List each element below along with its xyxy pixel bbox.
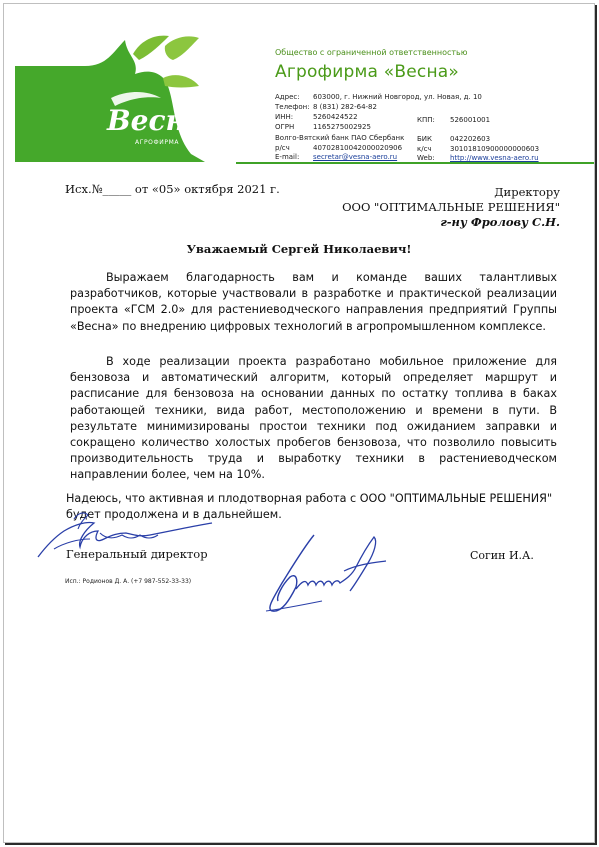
ks-label: к/сч (417, 145, 432, 153)
inn-value: 5260424522 (313, 113, 358, 121)
addressee-name: г-ну Фролову С.Н. (440, 215, 560, 229)
ogrn-label: ОГРН (275, 123, 295, 131)
paragraph-gratitude: Выражаем благодарность вам и команде ваших талантливых разработчиков, которые участвовали в разработке и практической реализации проекта «ГСМ 2.0» для растениеводческого направления предприятий Группы «Весна» по внедрению цифровых технологий в агропромышленном комплексе. (70, 271, 557, 333)
org-type: Общество с ограниченной ответственностью (275, 48, 468, 57)
letter-page (3, 3, 595, 843)
header-divider (236, 162, 594, 164)
logo-subtext: АГРОФИРМА (135, 139, 180, 146)
paragraph-results: В ходе реализации проекта разработано мобильное приложение для бензовоза и автоматический алгоритм, который определяет маршрут и расписание для бензовоза на основании данных по остатку топлива в баках работающей техники, вида работ, местоположению и времени в пути. В результате минимизированы простои техники под ожиданием заправки и сокращено количество холостых пробегов бензовоза, что позволило повысить производительность труда и выработку техники в растениеводческом направлении более, чем на 10%. (70, 355, 557, 482)
rs-value: 40702810042000020906 (313, 144, 403, 152)
address-value: 603000, г. Нижний Новгород, ул. Новая, д. 10 (313, 93, 482, 101)
bik-value: 042202603 (450, 135, 491, 143)
phone-label: Телефон: (275, 103, 310, 111)
signer-name: Согин И.А. (470, 549, 534, 562)
addressee-position: Директору (494, 185, 560, 199)
inn-label: ИНН: (275, 113, 294, 121)
salutation: Уважаемый Сергей Николаевич! (186, 242, 412, 256)
web-label: Web: (417, 154, 435, 162)
rs-label: р/сч (275, 144, 290, 152)
web-link[interactable]: http://www.vesna-aero.ru (450, 154, 539, 162)
addressee-block (342, 185, 560, 230)
addressee-company: ООО "ОПТИМАЛЬНЫЕ РЕШЕНИЯ" (342, 200, 560, 214)
kpp-label: КПП: (417, 116, 435, 124)
address-label: Адрес: (275, 93, 300, 101)
outgoing-number: Исх.№_____ от «05» октября 2021 г. (65, 182, 280, 196)
email-label: E-mail: (275, 153, 300, 161)
company-logo (15, 32, 215, 162)
ks-value: 30101810900000000603 (450, 145, 540, 153)
signer-title: Генеральный директор (66, 547, 208, 561)
ogrn-value: 1165275002925 (313, 123, 371, 131)
bik-label: БИК (417, 135, 433, 143)
logo-text: Весна (107, 104, 205, 137)
bank-name: Волго-Вятский банк ПАО Сбербанк (275, 134, 405, 142)
handwritten-signature-director (252, 527, 392, 617)
kpp-value: 526001001 (450, 116, 491, 124)
company-name: Агрофирма «Весна» (275, 62, 459, 82)
email-link[interactable]: secretar@vesna-aero.ru (313, 153, 398, 161)
paragraph-closing: Надеюсь, что активная и плодотворная работа с ООО "ОПТИМАЛЬНЫЕ РЕШЕНИЯ" будет продолжена и в дальнейшем. (66, 492, 553, 522)
phone-value: 8 (831) 282-64-82 (313, 103, 377, 111)
executor-contact: Исп.: Родионов Д. А. (+7 987-552-33-33) (65, 578, 192, 585)
